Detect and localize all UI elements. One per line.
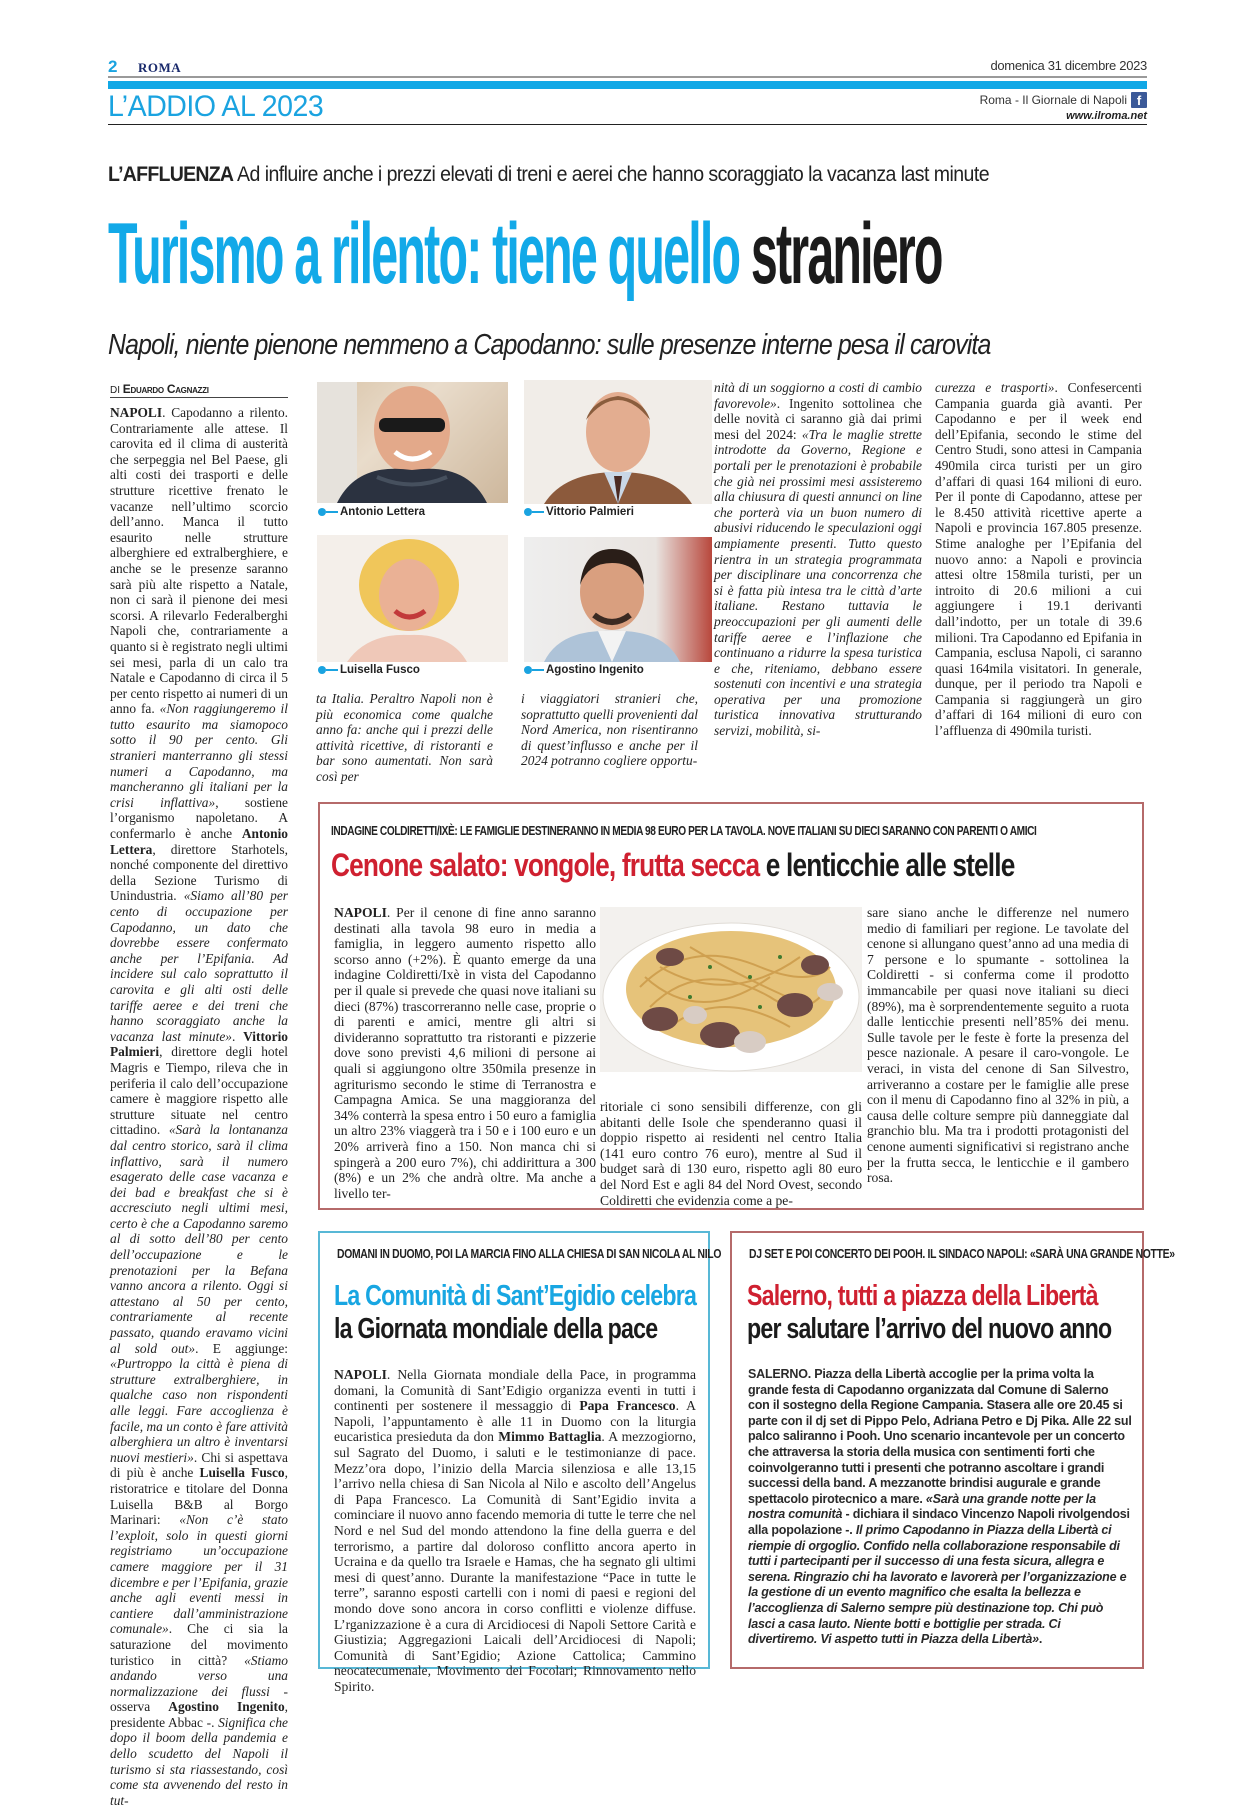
page-number: 2 — [108, 57, 118, 76]
text-run: . — [1038, 1632, 1043, 1647]
bullet-icon — [524, 508, 532, 516]
quote: «Sarà una grande notte per la nostra comunità — [748, 1491, 1096, 1522]
caption-text: Vittorio Palmieri — [546, 506, 634, 518]
dateline: NAPOLI — [334, 905, 387, 920]
dateline: NAPOLI — [334, 1367, 387, 1382]
byline — [110, 382, 209, 396]
photo-luisella-fusco — [317, 535, 508, 662]
text-run: ritoriale ci sono sensibili differenze, con gli abitanti delle Isole che spenderanno quasi il doppio rispetto ai residenti nel centro Italia (141 euro contro 76 euro), mentre al Sud il budget sarà di 130 euro, rispetto agli 80 euro del Nord Est e agli 84 del Nord Ovest, secondo Coldiretti che evidenzia come a pe- — [600, 1099, 862, 1208]
kicker-label: L’AFFLUENZA — [108, 163, 234, 186]
photo-caption — [318, 506, 425, 518]
photo-caption — [524, 664, 644, 676]
byline-rule — [110, 397, 288, 398]
caption-text: Agostino Ingenito — [546, 664, 644, 676]
main-headline — [108, 204, 942, 303]
quote: «Stiamo andando verso una normalizzazione dei flussi — [110, 1652, 288, 1699]
issue-date: domenica 31 dicembre 2023 — [990, 58, 1147, 73]
person-name: Mimmo Battaglia — [498, 1429, 602, 1445]
person-name: Papa Francesco — [579, 1398, 676, 1414]
main-article-column-4 — [714, 380, 922, 739]
quote: «Tra le maglie strette introdotte da Governo, Regione e portali per le prenotazioni è probabile che già nei prossimi mesi assisteremo alla chiusura di questi annunci on line che porterà via un buon numero di abusivi riducendo le speculazioni oggi ampiamente presenti. Tutto questo rientra in un strategia programmata per disciplinare una concorrenza che si è fatta più intesa tra le città d’arte italiane. Restano tuttavia le preoccupazioni per gli aumenti delle tariffe aeree e l’inflazione che continuano a ridurre la spesa turistica e che, riteniamo, debbano essere sostenuti con incentivi e una strategia operativa per una promozione turistica innovativa strutturando servizi, mobilità, si- — [714, 426, 922, 739]
text-run: , sostiene l’organismo napoletano. A confermarlo è anche — [110, 794, 288, 842]
salerno-headline-line-2: per salutare l’arrivo del nuovo anno — [747, 1313, 1112, 1345]
header-divider — [108, 76, 1147, 78]
person-name: Vittorio Palmieri — [110, 1028, 288, 1060]
person-name: Agostino Ingenito — [168, 1699, 285, 1715]
main-article-column-5 — [935, 380, 1142, 739]
quote: «Purtroppo la città è piena di strutture extralberghiere, in qualche caso non rispondenti alle leggi. Fare accoglienza è facile, ma un conto è fare attività alberghiera un altro è inventarsi nuovi mestieri» — [110, 1356, 288, 1465]
quote: «Siamo all’80 per cento di occupazione per Capodanno, un dato che dovrebbe essere confermato anche per l’Epifania. Ad incidere sul calo soprattutto il carovita e gli alti osti delle tariffe aeree e dei treni che hanno scoraggiato anche la vacanza last minute» — [110, 888, 289, 1044]
text-run: . — [231, 1028, 244, 1044]
egidio-headline-line-2: la Giornata mondiale della pace — [334, 1313, 658, 1345]
person-name: Luisella Fusco — [199, 1465, 285, 1481]
caption-text: Antonio Lettera — [340, 506, 425, 518]
text-run: , direttore degli hotel Magris e Tiempo, rileva che in periferia il calo dell’occupazione camere è maggiore rispetto alle strutture situate nel centro cittadino. — [110, 1044, 288, 1138]
cenone-kicker: INDAGINE COLDIRETTI/IXÈ: LE FAMIGLIE DESTINERANNO IN MEDIA 98 EURO PER LA TAVOLA. NOVE ITALIANI SU DIECI SARANNO CON PARENTI O AMICI — [331, 823, 1037, 838]
salerno-headline-line-1: Salerno, tutti a piazza della Libertà — [747, 1280, 1098, 1312]
person-photo-icon — [317, 382, 508, 503]
text-run: . Per il cenone di fine anno saranno destinati alla tavola 98 euro in media a famiglia, in leggero aumento rispetto allo scorso anno (+2%). È quanto emerge da una indagine Coldiretti/Ixè in vista del Capodanno per il quale si prevede che quasi nove italiani su dieci (87%) trascorreranno nelle case, proprie o di parenti e amici, mentre gli altri si divideranno soprattutto tra ristoranti e pizzerie dove sono previsti 4,6 milioni di persone ai quali si aggiungono oltre 350mila presenze in agriturismo secondo le stime di Terranostra e Campagna Amica. Se una maggioranza del 34% conterrà la spesa entro i 50 euro a famiglia un altro 23% viaggerà tra i 50 e i 100 euro e un 20% arriverà fino a 150. Non manca chi si spingerà a 200 euro 7%), chi addirittura a 300 (8%) e un 2% che andrà oltre. Ma anche a livello ter- — [334, 905, 596, 1201]
header-bottom-rule — [108, 124, 1147, 125]
website-link[interactable]: www.ilroma.net — [1066, 110, 1147, 122]
quote: curezza e trasporti» — [935, 380, 1055, 395]
text-run: . Capodanno a rilento. Contrariamente alle attese. Il carovita ed il clima di austerità che serpeggia nel Bel Paese, gli alti costi dei trasporti e delle strutture ricettive frenato le vacanze nell’ultimo scorcio dell’anno. Manca il tutto esaurito nelle strutture alberghiere ed extralberghiere, e anche se le presenze saranno sarà più alte rispetto a Natale, non ci sarà il pienone dei mesi scorsi. A rilevarlo Federalberghi Napoli che, contrariamente a quanto si è registrato negli ultimi sei mesi, parla di un calo tra Natale e Capodanno di circa il 5 per cento rispetto ai numeri di un anno fa. — [110, 405, 288, 717]
quote: i viaggiatori stranieri che, soprattutto quelli provenienti dal Nord America, non risentiranno di quest’influsso e anche per il 2024 potranno cogliere opportu- — [521, 691, 698, 769]
photo-agostino-ingenito — [524, 537, 712, 662]
main-article-column-3 — [521, 691, 698, 769]
headline-red-part: Cenone salato: vongole, frutta secca — [331, 847, 760, 883]
egidio-kicker: DOMANI IN DUOMO, POI LA MARCIA FINO ALLA CHIESA DI SAN NICOLA AL NILO — [337, 1246, 722, 1261]
person-photo-icon — [317, 535, 508, 662]
section-title: L’ADDIO AL 2023 — [108, 90, 324, 123]
text-run: . Che ci sia la saturazione del movimento turistico in città? — [110, 1621, 288, 1668]
photo-antonio-lettera — [317, 382, 508, 503]
person-photo-icon — [524, 537, 712, 662]
text-run: , presidente Abbac -. — [110, 1699, 288, 1730]
masthead — [980, 92, 1147, 122]
cenone-headline — [331, 847, 1014, 884]
newspaper-name: ROMA — [138, 60, 182, 75]
text-run: - osserva — [110, 1683, 289, 1715]
egidio-headline-line-1: La Comunità di Sant’Egidio celebra — [334, 1280, 697, 1312]
text-run: . A Napoli, l’appuntamento è alle 11 in Duomo con la liturgia eucaristica presieduta da don — [334, 1398, 696, 1445]
egidio-body — [334, 1367, 696, 1694]
salerno-body — [748, 1367, 1132, 1648]
person-photo-icon — [524, 380, 712, 504]
text-run: . Confesercenti Campania guarda già avanti. Per Capodanno e per il week end dell’Epifania, secondo le stime del Centro Studi, sono attesi in Campania 490mila circa turisti per un giro d’affari di quasi 164 milioni di euro. Per il ponte di Capodanno, attese per le 8.450 attività ricettive aperte a Napoli e provincia 167.805 presenze. Stime analoghe per l’Epifania del nuovo anno: a Napoli e provincia attesi oltre 158mila turisti, per un introito di 20.6 milioni a cui aggiungere i 19.1 derivanti dall’indotto, per un totale di 39.6 milioni. Tra Capodanno ed Epifania in Campania, esclusa Napoli, ci saranno quasi 164mila visitatori. In generale, dunque, per il periodo tra Napoli e Campania si raggiungerà un giro d’affari di 164 milioni di euro con l’affluenza di 490mila turisti. — [935, 380, 1142, 739]
quote: Il primo Capodanno in Piazza della Libertà ci riempie di orgoglio. Confido nella collaborazione responsabile di tutti i partecipanti per il successo di una festa sicura, allegra e serena. Ringrazio chi ha lavorato e lavorerà per l’organizzazione e la gestione di un evento magnifico che esalta la bellezza e l’accoglienza di Salerno sempre più destinazione top. Chi può lasci a casa lauto. Niente botti e bottiglie per strada. Ci divertiremo. Vi aspetto tutti in Piazza della Libertà» — [748, 1522, 1127, 1647]
text-run: . Nella Giornata mondiale della Pace, in programma domani, la Comunità di Sant’Edigio organizza eventi in tutti i continenti per sostenere il messaggio di — [334, 1367, 696, 1414]
quote: nità di un soggiorno a costi di cambio favorevole» — [714, 380, 922, 411]
bullet-icon — [318, 666, 326, 674]
text-run: sare siano anche le differenze nel numero medio di familiari per regione. Le tavolate del cenone si allungano quest’anno ad una media di 7 persone e lo spumante - sottolinea la Coldiretti - si conferma come il prodotto immancabile per quasi nove italiani su dieci (89%), ma è sorprendentemente seguito a ruota dalle lenticchie presenti nell’85% dei menu. Sulle tavole per le feste è forte la presenza del pesce nazionale. A pesare il caro-vongole. Le veraci, in vista del cenone di San Silvestro, arriveranno a costare per le famiglie alle prese con il menu di Capodanno fino al 32% in più, a causa delle colture sempre più danneggiate dal granchio blu. Ma tra i prodotti protagonisti del cenone aumenti significativi si registrano anche per la frutta secca, le lenticchie e il gambero rosa. — [867, 905, 1129, 1186]
headline-blue-part: Turismo a rilento: tiene quello — [108, 205, 751, 302]
main-article-column-1 — [110, 405, 288, 1808]
text-run: . Chi si aspettava di più è anche — [110, 1449, 288, 1481]
text-run: , ristoratrice e titolare del Donna Luisella B&B al Borgo Marinari: — [110, 1465, 288, 1528]
bullet-icon — [318, 508, 326, 516]
byline-prefix: DI — [110, 385, 123, 396]
masthead-name: Roma - Il Giornale di Napoli — [979, 93, 1127, 107]
cenone-column-1 — [334, 905, 596, 1201]
quote: ta Italia. Peraltro Napoli non è più economica come qualche anno fa: anche qui i prezzi delle attività ricettive, di ristoranti e bar sono aumentati. Non sarà così per — [316, 691, 493, 784]
pasta-vongole-photo — [600, 907, 862, 1072]
pasta-vongole-icon — [600, 907, 862, 1072]
text-run: - dichiara il sindaco Vincenzo Napoli rivolgendosi alla popolazione -. — [748, 1507, 1130, 1537]
headline-black-part: straniero — [750, 205, 942, 302]
section-color-bar — [108, 81, 1147, 89]
headline-black-part: e lenticchie alle stelle — [759, 847, 1015, 883]
bullet-icon — [524, 666, 532, 674]
cenone-column-3 — [867, 905, 1129, 1186]
byline-author: Eduardo Cagnazzi — [122, 382, 209, 396]
text-run: . Ingenito sottolinea che delle novità ci saranno già dai primi mesi del 2024: — [714, 395, 922, 442]
salerno-kicker: DJ SET E POI CONCERTO DEI POOH. IL SINDACO NAPOLI: «SARÀ UNA GRANDE NOTTE» — [749, 1246, 1175, 1261]
photo-vittorio-palmieri — [524, 380, 712, 504]
kicker-text: Ad influire anche i prezzi elevati di treni e aerei che hanno scoraggiato la vacanza last minute — [233, 163, 990, 186]
quote: Significa che dopo il boom della pandemia e dello scudetto del Napoli il turismo si sta riassestando, così come sta avvenendo del resto in tut- — [110, 1714, 288, 1808]
main-subheadline: Napoli, niente pienone nemmeno a Capodanno: sulle presenze interne pesa il carovita — [108, 329, 991, 361]
photo-caption — [318, 664, 420, 676]
cenone-column-2 — [600, 1099, 862, 1208]
photo-caption — [524, 506, 634, 518]
caption-text: Luisella Fusco — [340, 664, 420, 676]
person-name: Antonio Lettera — [110, 826, 288, 857]
quote: «Non raggiungeremo il tutto esaurito ma siamopoco sotto il 90 per cento. Gli stranieri manterranno gli stessi numeri a Capodanno, ma mancheranno gli italiani per la crisi inflattiva» — [110, 701, 288, 810]
dateline: NAPOLI — [110, 405, 163, 420]
main-kicker — [108, 163, 1075, 187]
facebook-icon[interactable]: f — [1131, 92, 1147, 108]
text-run: . A mezzogiorno, sul Sagrato del Duomo, i saluti e le testimonianze di pace. Mezz’ora dopo, l’inizio della Marcia silenziosa e alle 13,15 l’arrivo nella chiesa di San Nicola al Nilo e ascolto dell’Angelus di Papa Francesco. La Comunità di Sant’Egidio invita a cominciare il nuovo anno facendo memoria di tutte le terre che nel Nord e nel Sud del mondo attendono la fine della guerra e del terrorismo, a partire dal doloroso conflitto ancora aperto in Ucraina e da quello tra Israele e Hamas, che ha segnato gli ultimi mesi di quest’anno. Durante la manifestazione “Pace in tutte le terre”, saranno esposti cartelli con i nomi di paesi e regioni del mondo dove sono ancora in corso conflitti e violenze diffuse. L’rganizzazione è a cura di Arcidiocesi di Napoli Settore Carità e Giustizia; Aggregazioni Laicali dell’Arcidiocesi di Napoli; Comunità di Sant’Egidio; Azione Cattolica; Cammino neocatecumenale, Movimento dei Focolari; Rinnovamento nello Spirito. — [334, 1429, 696, 1694]
text-run: SALERNO. Piazza della Libertà accoglie per la prima volta la grande festa di Capodanno organizzata dal Comune di Salerno con il sostegno della Regione Campania. Stasera alle ore 20.45 si parte con il dj set di Pippo Pelo, Adriana Petro e Dj Pika. Alle 22 sul palco saliranno i Pooh. Uno scenario incantevole per un concerto che attraversa la storia della musica con sentimenti forti che coinvolgeranno tutti i presenti che potranno ascoltare i grandi successi della band. A mezzanotte brindisi augurale e grande spettacolo pirotecnico a mare. — [748, 1367, 1132, 1506]
text-run: . E aggiunge: — [195, 1340, 288, 1356]
main-article-column-2 — [316, 691, 493, 785]
quote: «Sarà la lontananza dal centro storico, sarà il clima inflattivo, sarà il numero esagerato delle case vacanza e dei bad e breakfast che si è accresciuto negli ultimi mesi, certo è che a Capodanno saremo al di sotto dell’80 per cento dell’occupazione e le prenotazioni per la Befana vanno ancora a rilento. Oggi si attestano al 50 per cento, contrariamente al recente passato, quando eravamo vicini al sold out» — [110, 1122, 288, 1356]
quote: «Non c’è stato l’exploit, solo in questi giorni registriamo un’occupazione camere maggiore per il 31 dicembre e per l’Epifania, grazie anche agli eventi messi in cantiere dall’amministrazione comunale» — [110, 1512, 288, 1637]
text-run: , direttore Starhotels, nonché componente del direttivo della Sezione Turismo di Unindustria. — [110, 841, 288, 904]
